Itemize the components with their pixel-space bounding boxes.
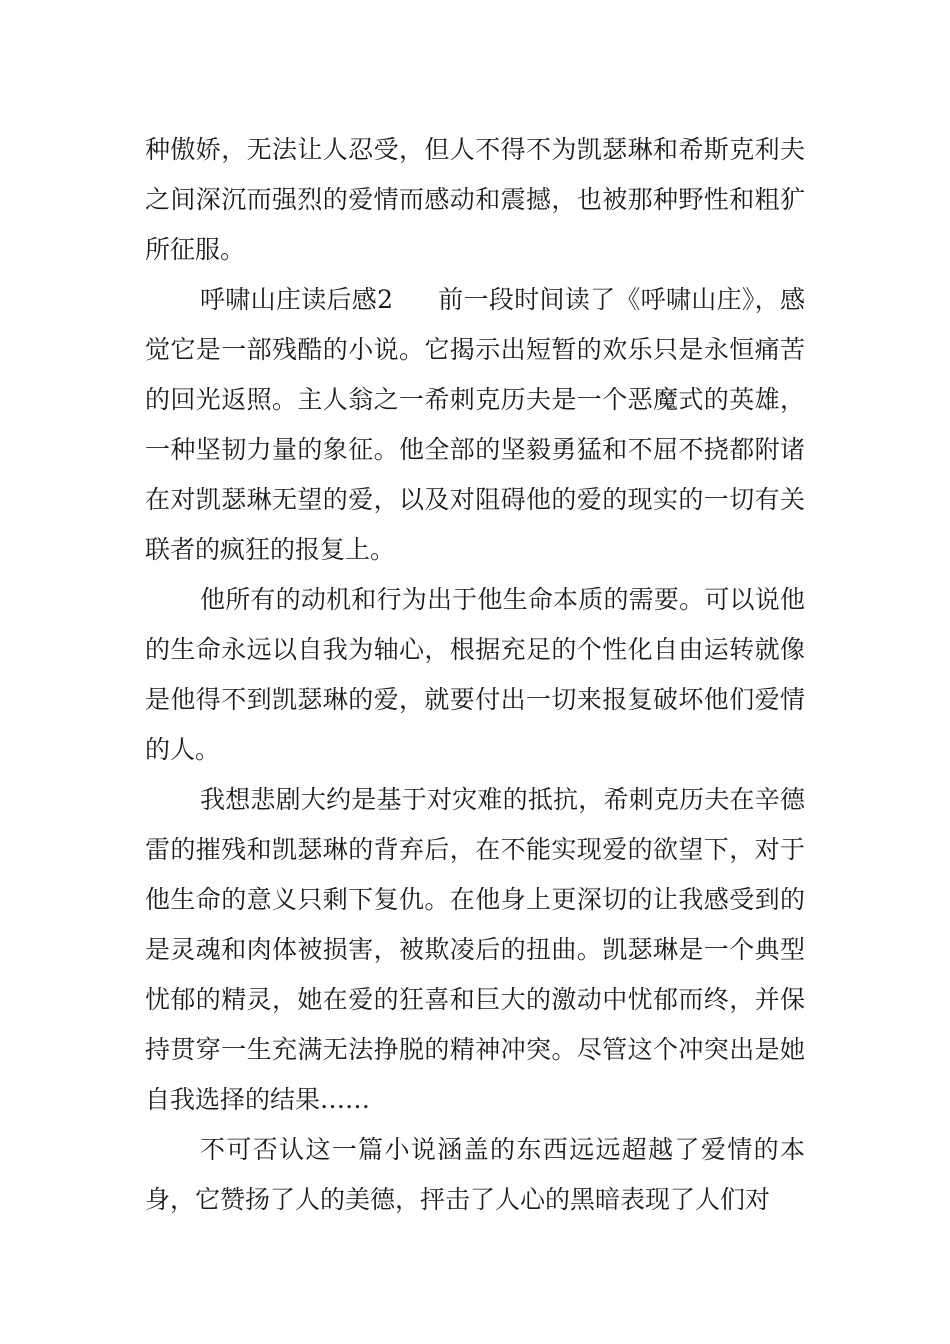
body-text <box>145 125 805 1225</box>
section-heading: 呼啸山庄读后感2 <box>200 285 393 314</box>
paragraph-1 <box>145 125 805 275</box>
paragraph-text: 他所有的动机和行为出于他生命本质的需要。可以说他的生命永远以自我为轴心，根据充足的个性化自由运转就像是他得不到凯瑟琳的爱，就要付出一切来报复破坏他们爱情的人。 <box>145 585 805 764</box>
paragraph-text: 不可否认这一篇小说涵盖的东西远远超越了爱情的本身，它赞扬了人的美德，抨击了人心的黑暗表现了人们对 <box>145 1135 805 1214</box>
paragraph-3 <box>145 575 805 775</box>
paragraph-text: 我想悲剧大约是基于对灾难的抵抗，希刺克历夫在辛德雷的摧残和凯瑟琳的背弃后，在不能实现爱的欲望下，对于他生命的意义只剩下复仇。在他身上更深切的让我感受到的是灵魂和肉体被损害，被欺凌后的扭曲。凯瑟琳是一个典型忧郁的精灵，她在爱的狂喜和巨大的激动中忧郁而终，并保持贯穿一生充满无法挣脱的精神冲突。尽管这个冲突出是她自我选择的结果…… <box>145 785 805 1114</box>
paragraph-5 <box>145 1125 805 1225</box>
paragraph-2 <box>145 275 805 575</box>
paragraph-4 <box>145 775 805 1125</box>
paragraph-text: 种傲娇，无法让人忍受，但人不得不为凯瑟琳和希斯克利夫之间深沉而强烈的爱情而感动和震撼，也被那种野性和粗犷所征服。 <box>145 135 805 264</box>
paragraph-text: 前一段时间读了《呼啸山庄》，感觉它是一部残酷的小说。它揭示出短暂的欢乐只是永恒痛苦的回光返照。主人翁之一希刺克历夫是一个恶魔式的英雄，一种坚韧力量的象征。他全部的坚毅勇猛和不屈不挠都附诸在对凯瑟琳无望的爱，以及对阻碍他的爱的现实的一切有关联者的疯狂的报复上。 <box>145 285 805 564</box>
